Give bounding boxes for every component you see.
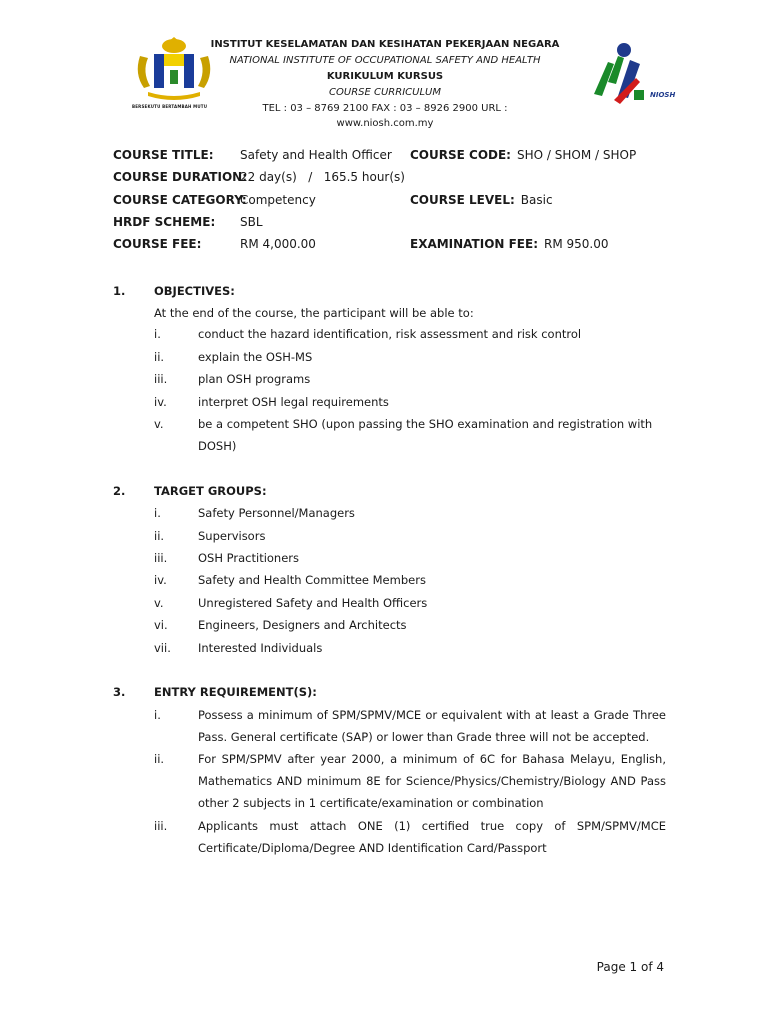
list-item-text: explain the OSH-MS [198, 350, 313, 364]
list-item [154, 413, 666, 457]
examination-fee [410, 237, 609, 251]
list-item-text: Applicants must attach ONE (1) certified true copy of SPM/SPMV/MCE Certificate/Diploma/Degree AND Identification Card/Passport [198, 819, 666, 855]
list-item [154, 346, 666, 368]
crest-caption: BERSEKUTU BERTAMBAH MUTU [132, 104, 208, 109]
course-code-label: COURSE CODE: [410, 148, 511, 162]
header-contact: TEL : 03 – 8769 2100 FAX : 03 – 8926 2900 URL : [262, 103, 508, 114]
list-item-number: iv. [154, 573, 167, 587]
list-item [154, 323, 666, 345]
course-title-label: COURSE TITLE: [113, 148, 214, 162]
hrdf-scheme-label: HRDF SCHEME: [113, 215, 216, 229]
examination-fee-value: RM 950.00 [544, 237, 609, 251]
course-level-value: Basic [520, 193, 553, 207]
section-objectives-title: OBJECTIVES: [154, 284, 235, 298]
list-item [154, 525, 666, 547]
list-item-number: i. [154, 506, 161, 520]
header-url: www.niosh.com.my [336, 118, 434, 129]
list-item-number: iv. [154, 395, 167, 409]
list-item-text: For SPM/SPMV after year 2000, a minimum of 6C for Bahasa Melayu, English, Mathematics AND minimum 8E for Science/Physics/Chemistry/Biology AND Pass other 2 subjects in 1 certificate/examination or combination [198, 752, 666, 810]
list-item-number: vii. [154, 641, 171, 655]
course-code-value: SHO / SHOM / SHOP [516, 148, 637, 162]
list-item [154, 592, 666, 614]
list-item [154, 569, 666, 591]
list-item-number: ii. [154, 529, 165, 543]
list-item-number: i. [154, 327, 161, 341]
list-item-text: OSH Practitioners [198, 551, 300, 565]
list-item [154, 748, 666, 814]
header-institute-malay: INSTITUT KESELAMATAN DAN KESIHATAN PEKERJAAN NEGARA [210, 39, 560, 50]
list-item-text: Interested Individuals [198, 641, 323, 655]
list-item-number: vi. [154, 618, 168, 632]
list-item [154, 704, 666, 748]
header-curriculum-english: COURSE CURRICULUM [329, 87, 441, 98]
list-item-number: iii. [154, 551, 168, 565]
list-item-text: Safety Personnel/Managers [198, 506, 355, 520]
section-entry-requirements-number: 3. [113, 685, 126, 699]
list-item-text: Engineers, Designers and Architects [198, 618, 407, 632]
list-item-number: v. [154, 417, 164, 431]
list-item-number: v. [154, 596, 164, 610]
list-item [154, 368, 666, 390]
list-item [154, 547, 666, 569]
list-item-text: plan OSH programs [198, 372, 311, 386]
course-fee-value: RM 4,000.00 [240, 237, 316, 251]
section-objectives-number: 1. [113, 284, 126, 298]
list-item [154, 815, 666, 859]
header-institute-english: NATIONAL INSTITUTE OF OCCUPATIONAL SAFETY AND HEALTH [229, 55, 541, 66]
list-item [154, 391, 666, 413]
list-item-text: Unregistered Safety and Health Officers [198, 596, 428, 610]
niosh-logo-text: NIOSH [650, 91, 676, 99]
course-level [410, 193, 553, 207]
page-number: Page 1 of 4 [596, 960, 664, 974]
list-item-text: Possess a minimum of SPM/SPMV/MCE or equivalent with at least a Grade Three Pass. General certificate (SAP) or lower than Grade three will not be accepted. [198, 708, 666, 744]
examination-fee-label: EXAMINATION FEE: [410, 237, 539, 251]
course-code [410, 148, 636, 162]
course-duration-label: COURSE DURATION: [113, 170, 248, 184]
objectives-intro: At the end of the course, the participant will be able to: [154, 306, 474, 320]
list-item-text: conduct the hazard identification, risk assessment and risk control [198, 327, 582, 341]
section-target-groups-number: 2. [113, 484, 126, 498]
list-item-number: ii. [154, 752, 165, 766]
course-duration-value: 22 day(s) / 165.5 hour(s) [240, 170, 405, 184]
list-item-text: Safety and Health Committee Members [198, 573, 426, 587]
list-item-number: ii. [154, 350, 165, 364]
course-level-label: COURSE LEVEL: [410, 193, 515, 207]
list-item-text: Supervisors [198, 529, 266, 543]
list-item-number: iii. [154, 372, 168, 386]
course-category-label: COURSE CATEGORY: [113, 193, 247, 207]
course-title-value: Safety and Health Officer [240, 148, 392, 162]
course-category-value: Competency [240, 193, 316, 207]
header-curriculum-malay: KURIKULUM KURSUS [326, 71, 444, 82]
list-item-text: interpret OSH legal requirements [198, 395, 389, 409]
list-item-text: be a competent SHO (upon passing the SHO examination and registration with DOSH) [198, 417, 653, 453]
list-item [154, 614, 666, 636]
course-fee-label: COURSE FEE: [113, 237, 202, 251]
hrdf-scheme-value: SBL [240, 215, 263, 229]
list-item-number: i. [154, 708, 161, 722]
section-target-groups-title: TARGET GROUPS: [154, 484, 267, 498]
section-entry-requirements-title: ENTRY REQUIREMENT(S): [154, 685, 317, 699]
list-item-number: iii. [154, 819, 168, 833]
list-item [154, 637, 666, 659]
list-item [154, 502, 666, 524]
